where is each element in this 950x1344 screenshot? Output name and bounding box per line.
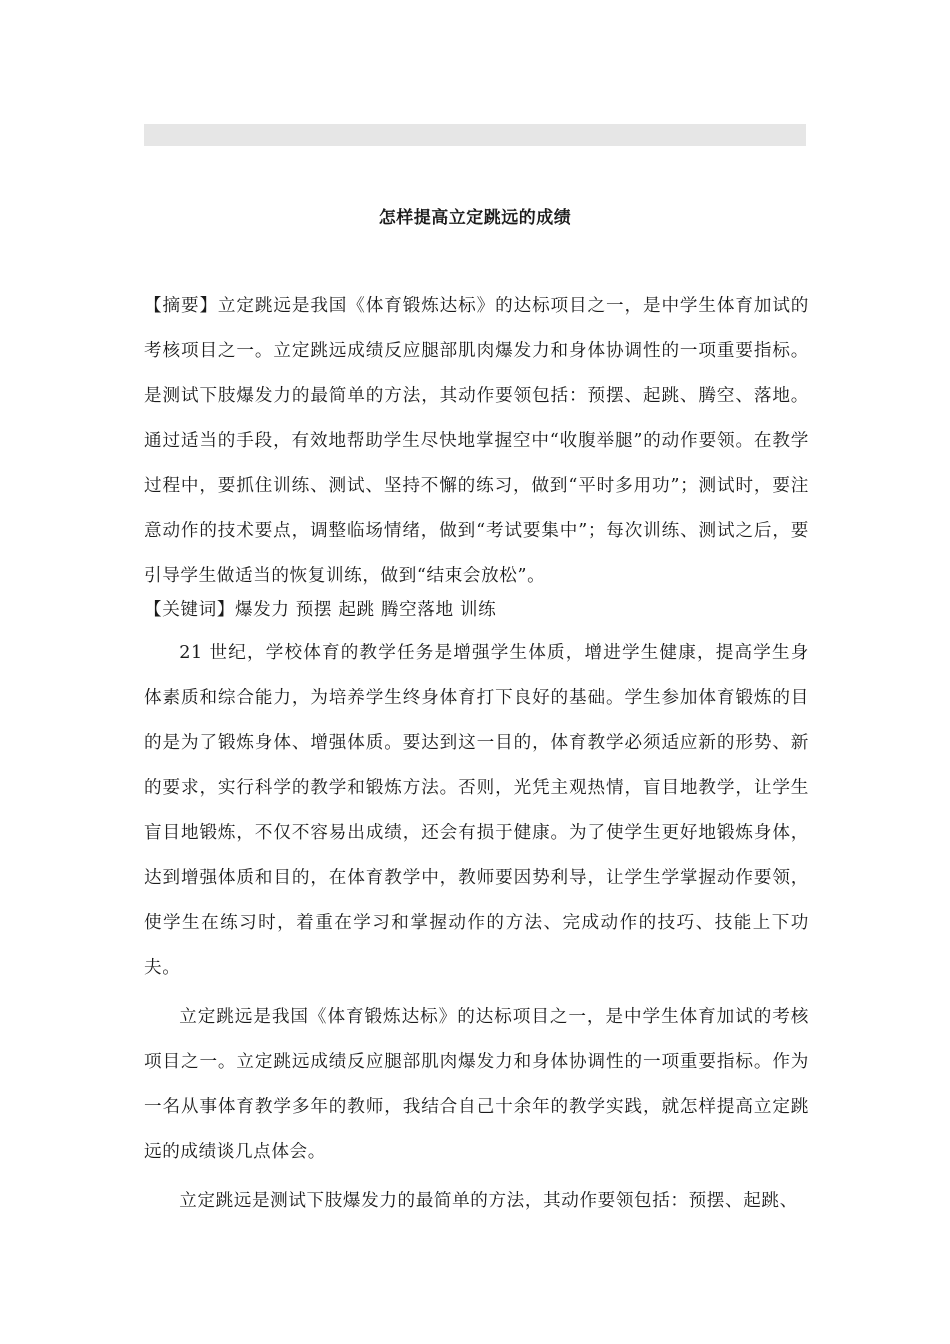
header-bar [144,124,806,146]
body-paragraph-2: 立定跳远是我国《体育锻炼达标》的达标项目之一，是中学生体育加试的考核项目之一。立定跳远成绩反应腿部肌肉爆发力和身体协调性的一项重要指标。作为一名从事体育教学多年的教师，我结合自己十余年的教学实践，就怎样提高立定跳远的成绩谈几点体会。 [144,1007,809,1162]
document-title: 怎样提高立定跳远的成绩 [378,208,572,228]
body-paragraph-3: 立定跳远是测试下肢爆发力的最简单的方法，其动作要领包括：预摆、起跳、 [179,1191,798,1211]
body-paragraph-1: 21 世纪，学校体育的教学任务是增强学生体质，增进学生健康，提高学生身体素质和综合能力，为培养学生终身体育打下良好的基础。学生参加体育锻炼的目的是为了锻炼身体、增强体质。要达到这一目的，体育教学必须适应新的形势、新的要求，实行科学的教学和锻炼方法。否则，光凭主观热情，盲目地教学，让学生盲目地锻炼，不仅不容易出成绩，还会有损于健康。为了使学生更好地锻炼身体，达到增强体质和目的，在体育教学中，教师要因势利导，让学生学掌握动作要领，使学生在练习时，着重在学习和掌握动作的方法、完成动作的技巧、技能上下功夫。 [144,643,809,978]
abstract-paragraph: 【摘要】立定跳远是我国《体育锻炼达标》的达标项目之一，是中学生体育加试的考核项目之一。立定跳远成绩反应腿部肌肉爆发力和身体协调性的一项重要指标。是测试下肢爆发力的最简单的方法，其动作要领包括：预摆、起跳、腾空、落地。通过适当的手段，有效地帮助学生尽快地掌握空中“收腹举腿”的动作要领。在教学过程中，要抓住训练、测试、坚持不懈的练习，做到“平时多用功”；测试时，要注意动作的技术要点，调整临场情绪，做到“考试要集中”；每次训练、测试之后，要引导学生做适当的恢复训练，做到“结束会放松”。 [144,296,809,586]
keywords-paragraph: 【关键词】爆发力 预摆 起跳 腾空落地 训练 [144,600,497,620]
document-body [144,284,809,1224]
